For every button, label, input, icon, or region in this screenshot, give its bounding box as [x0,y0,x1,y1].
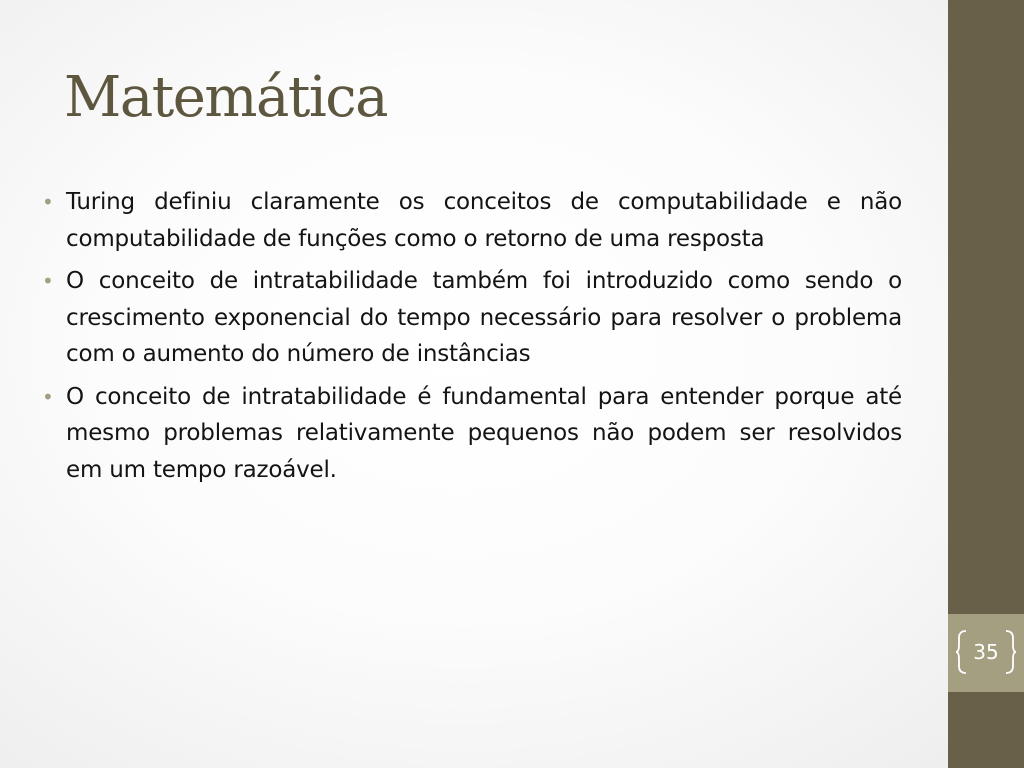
bullet-item [40,379,902,489]
page-number: 35 [973,640,999,664]
bullet-icon: • [42,269,54,293]
bullet-list [40,184,902,494]
bullet-text: O conceito de intratabilidade também foi introduzido como sendo o crescimento exponencial do tempo necessário para resolver o problema com o aumento do número de instâncias [66,268,902,367]
bullet-icon: • [42,190,54,214]
bullet-text: O conceito de intratabilidade é fundamental para entender porque até mesmo problemas relativamente pequenos não podem ser resolvidos em um tempo razoável. [66,383,902,483]
page-number-frame [956,629,1016,675]
bullet-item [40,263,902,373]
bullet-text: Turing definiu claramente os conceitos de computabilidade e não computabilidade de funções como o retorno de uma resposta [66,189,902,252]
slide-title: Matemática [64,65,388,130]
bullet-item [40,184,902,257]
bullet-icon: • [42,384,54,409]
page-number-box [948,614,1024,692]
